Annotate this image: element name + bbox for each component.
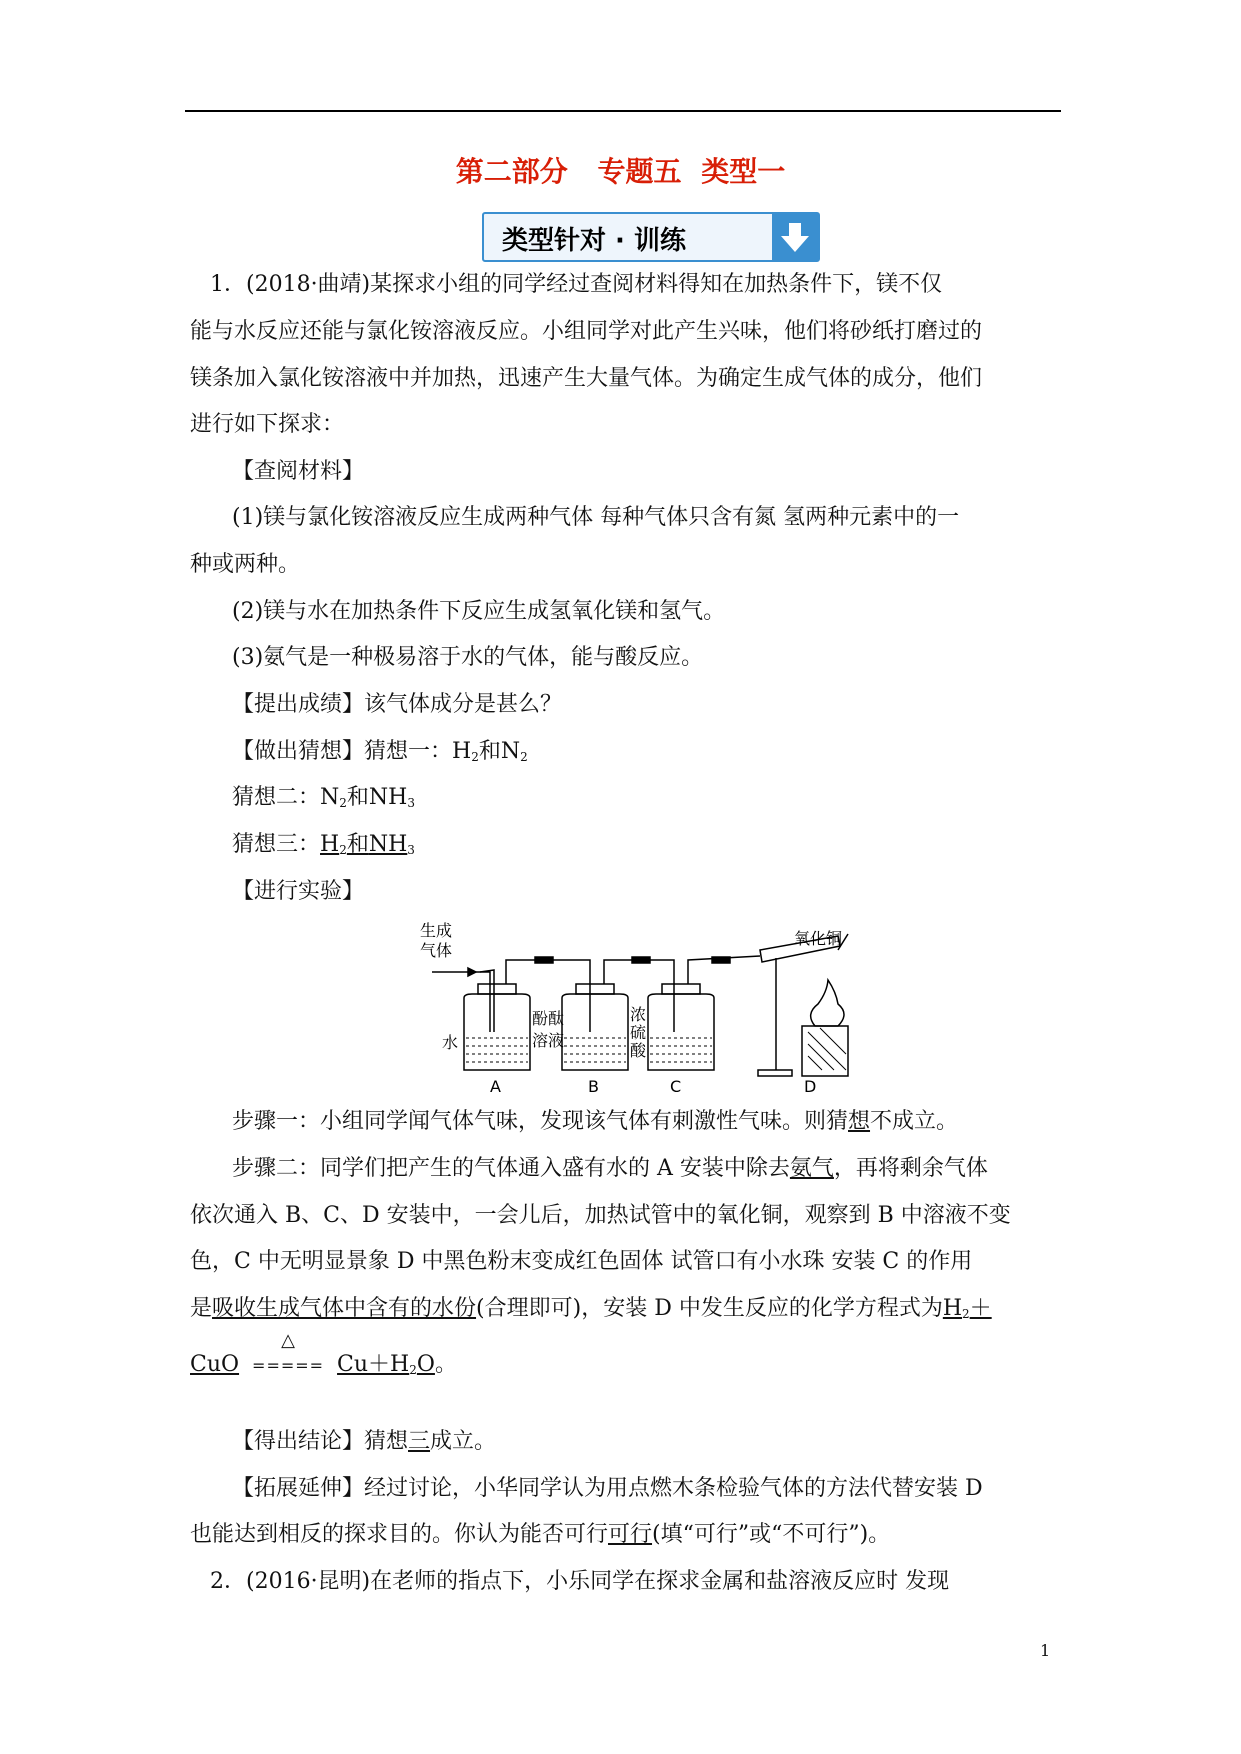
- step2-answer-1: 氨气: [789, 1156, 834, 1181]
- equation-part-1: [943, 1296, 992, 1321]
- guess3-b: NH: [368, 832, 408, 857]
- equation-part-2: [190, 1352, 239, 1377]
- q1-line-4: 进行如下探求：: [190, 412, 345, 437]
- connector-ab: [535, 957, 553, 963]
- step2-l4-a: 是: [190, 1296, 213, 1321]
- acid-label-1: 浓: [630, 1005, 647, 1024]
- step2-text-b: ，再将剩余气体: [833, 1156, 988, 1181]
- guess3-answer: [320, 832, 415, 857]
- phenol-label-4: 液: [548, 1031, 565, 1050]
- guess-line-2: [232, 783, 1102, 818]
- guess3-a: H: [320, 832, 340, 857]
- bottle-b: [562, 994, 628, 1070]
- page-title: [0, 150, 1241, 190]
- extension-line-2: [190, 1520, 1060, 1550]
- exp-heading: 【进行实验】: [232, 879, 365, 904]
- apparatus-figure: [420, 920, 860, 1095]
- phenol-label-1: 酚: [532, 1009, 549, 1028]
- equation-part-3: [337, 1352, 435, 1377]
- ref-item-1b: 种或两种。: [190, 552, 301, 577]
- gas-label-2: 气体: [420, 941, 453, 960]
- tube-a-in-2: [480, 970, 494, 1032]
- ref-heading: 【查阅材料】: [232, 459, 365, 484]
- q1-line-2: 能与水反应还能与氯化铵溶液反应。小组同学对此产生兴味，他们将砂纸打磨过的: [190, 319, 983, 344]
- gas-label-1: 生成: [420, 921, 453, 940]
- eq-o: O: [416, 1352, 435, 1377]
- eq-prod: Cu＋H: [337, 1352, 410, 1377]
- guess2-mid: 和: [346, 785, 369, 810]
- title-part-2: 专题五: [597, 155, 682, 188]
- extension-text-b: (填“可行”或“不可行”)。: [652, 1522, 891, 1547]
- step2-text-a: 步骤二：同学们把产生的气体通入盛有水的 A 安装中除去: [232, 1156, 790, 1181]
- inlet-arrowhead: [468, 968, 476, 976]
- ref-item-2: (2)镁与水在加热条件下反应生成氢氧化镁和氢气。: [232, 599, 726, 624]
- extension-line-1: 【拓展延伸】经过讨论，小华同学认为用点燃木条检验气体的方法代替安装 D: [232, 1476, 983, 1501]
- q1-line-1: 1．(2018·曲靖)某探求小组的同学经过查阅材料得知在加热条件下，镁不仅: [210, 272, 943, 297]
- connector-cd: [712, 957, 730, 963]
- extension-text-a: 也能达到相反的探求目的。你认为能否可行: [190, 1522, 609, 1547]
- guess2-b: NH: [368, 785, 408, 810]
- guess2-a: N: [320, 785, 340, 810]
- step1-answer: 想: [848, 1109, 871, 1134]
- step2-line-4: [190, 1294, 1060, 1329]
- bottle-c: [648, 994, 714, 1070]
- conclusion-answer: 三: [408, 1429, 431, 1454]
- label-a: A: [490, 1077, 501, 1095]
- stand-base: [758, 1070, 792, 1076]
- guess3-label: 猜想三：: [232, 832, 321, 857]
- guess-heading: 【做出猜想】猜想一：: [232, 739, 453, 764]
- phenol-label-2: 酞: [548, 1009, 565, 1028]
- bottle-b-cap: [576, 984, 614, 994]
- bottle-a-cap: [478, 984, 516, 994]
- title-part-1: 第二部分: [455, 155, 568, 188]
- guess-line-1: [232, 737, 1102, 772]
- flame: [811, 980, 844, 1026]
- extension-answer: 可行: [608, 1522, 653, 1547]
- label-d: D: [804, 1077, 817, 1095]
- acid-label-3: 酸: [630, 1041, 647, 1060]
- guess2-b-sub: 3: [407, 796, 415, 810]
- step1-line: [232, 1107, 1102, 1137]
- eq-arrow-group: [252, 1330, 325, 1381]
- guess2-a-sub: 2: [339, 796, 347, 810]
- guess1-b-sub: 2: [520, 750, 528, 764]
- page-number: 1: [1040, 1641, 1051, 1660]
- guess1-b: N: [500, 739, 521, 764]
- eq-end: 。: [434, 1352, 457, 1377]
- step2-line-2: 依次通入 B、C、D 安装中，一会儿后，加热试管中的氧化铜，观察到 B 中溶液不变: [190, 1203, 1011, 1228]
- cuo-label: 氧化铜: [794, 929, 843, 948]
- step1-text-a: 步骤一：小组同学闻气体气味，发现该气体有刺激性气味。则猜: [232, 1109, 849, 1134]
- step2-answer-2: 吸收生成气体中含有的水份: [212, 1296, 477, 1321]
- eq-arrow: =====: [252, 1356, 325, 1375]
- eq-h: H: [942, 1296, 963, 1321]
- eq-h-sub: 2: [962, 1307, 970, 1321]
- tube-a-in: [476, 972, 490, 1032]
- bottle-a: [464, 994, 530, 1070]
- step1-text-b: 不成立。: [870, 1109, 959, 1134]
- guess1-a-sub: 2: [471, 750, 479, 764]
- q2-line-1: 2．(2016·昆明)在老师的指点下，小乐同学在探求金属和盐溶液反应时 发现: [210, 1569, 950, 1594]
- guess2-label: 猜想二：: [232, 785, 321, 810]
- conclusion-text-a: 【得出结论】猜想: [232, 1429, 409, 1454]
- label-c: C: [670, 1077, 682, 1095]
- bottle-c-cap: [662, 984, 700, 994]
- equation-line: [190, 1330, 1060, 1385]
- guess1-a: H: [452, 739, 472, 764]
- ref-item-3: (3)氨气是一种极易溶于水的气体，能与酸反应。: [232, 645, 704, 670]
- down-arrow-icon: [772, 214, 818, 260]
- eq-prod-sub: 2: [409, 1363, 417, 1377]
- guess-line-3: [232, 830, 1102, 865]
- water-label: 水: [442, 1033, 459, 1052]
- badge-label: 类型针对 · 训练: [502, 226, 686, 256]
- eq-cuo: CuO: [190, 1352, 240, 1377]
- ref-item-1a: (1)镁与氯化铵溶液反应生成两种气体 每种气体只含有氮 氢两种元素中的一: [232, 505, 960, 530]
- conclusion-line: [232, 1427, 1102, 1457]
- phenol-label-3: 溶: [532, 1031, 549, 1050]
- title-part-3: 类型一: [701, 155, 786, 188]
- guess3-a-sub: 2: [339, 843, 347, 857]
- guess1-mid: 和: [478, 739, 501, 764]
- connector-bc: [632, 957, 650, 963]
- step2-l4-b: (合理即可)，安装 D 中发生反应的化学方程式为: [476, 1296, 943, 1321]
- step2-line-3: 色，C 中无明显景象 D 中黑色粉末变成红色固体 试管口有小水珠 安装 C 的作用: [190, 1249, 973, 1274]
- conclusion-text-b: 成立。: [430, 1429, 497, 1454]
- eq-plus: ＋: [969, 1296, 992, 1321]
- guess3-b-sub: 3: [407, 843, 415, 857]
- eq-delta: △: [281, 1330, 295, 1351]
- problem-line: 【提出成绩】该气体成分是甚么？: [232, 692, 563, 717]
- label-b: B: [588, 1077, 599, 1095]
- q1-line-3: 镁条加入氯化铵溶液中并加热，迅速产生大量气体。为确定生成气体的成分，他们: [190, 366, 983, 391]
- guess3-mid: 和: [346, 832, 369, 857]
- training-badge: [482, 212, 820, 262]
- header-rule: [185, 110, 1061, 112]
- acid-label-2: 硫: [630, 1023, 647, 1042]
- step2-line-1: [232, 1154, 1102, 1184]
